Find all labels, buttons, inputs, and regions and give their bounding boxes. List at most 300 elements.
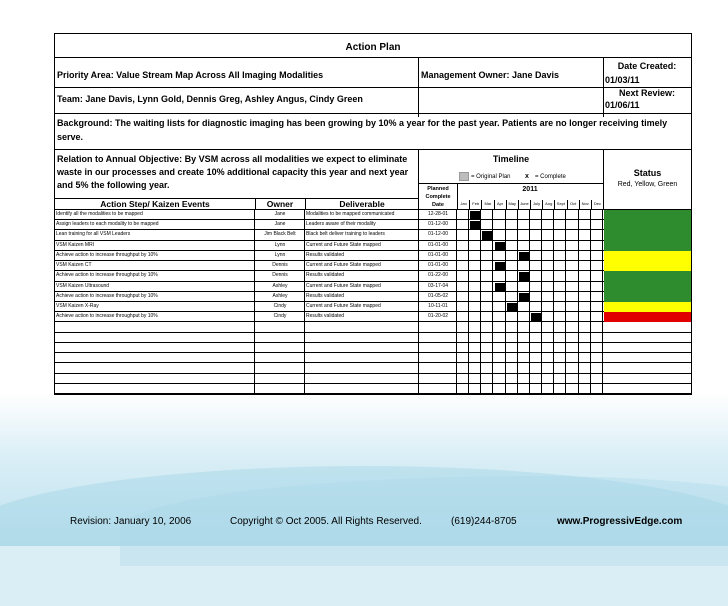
month-cell (457, 363, 469, 372)
month-cell (530, 292, 542, 301)
empty-table-row (55, 363, 691, 373)
month-cell (469, 384, 481, 393)
cell-step (55, 322, 255, 331)
cell-deliverable (305, 333, 419, 342)
month-cell (530, 322, 542, 331)
month-cell (542, 230, 554, 239)
month-cell (530, 343, 542, 352)
cell-step (55, 353, 255, 362)
month-cell (542, 374, 554, 383)
month-cell (554, 251, 566, 260)
month-cell (542, 282, 554, 291)
month-cell (469, 261, 481, 270)
month-cell (518, 261, 530, 270)
month-cell (481, 374, 493, 383)
month-cell (506, 363, 518, 372)
month-cell (494, 220, 506, 229)
month-cell (554, 302, 566, 311)
status-cell (604, 292, 691, 302)
cell-owner (255, 333, 305, 342)
cell-deliverable (305, 353, 419, 362)
month-header: Sept (554, 200, 566, 209)
table-row (55, 271, 691, 281)
timeline-mark (470, 211, 480, 220)
month-cell (457, 241, 469, 250)
month-cell (469, 271, 481, 280)
cell-planned-date: 01-20-02 (419, 312, 457, 321)
column-header-step: Action Step/ Kaizen Events (100, 199, 210, 209)
month-cell (554, 353, 566, 362)
cell-owner: Cindy (255, 302, 305, 311)
cell-step: Lean training for all VSM Leaders (55, 230, 255, 239)
table-row (55, 220, 691, 230)
table-row (55, 241, 691, 251)
month-cell (530, 302, 542, 311)
month-cell (457, 210, 469, 219)
month-cell (554, 261, 566, 270)
month-cell (542, 312, 554, 321)
cell-planned-date: 01-12-00 (419, 220, 457, 229)
timeline-mark (470, 221, 480, 230)
cell-planned-date (419, 384, 457, 393)
month-cell (579, 241, 591, 250)
month-cell (542, 333, 554, 342)
timeline-mark (495, 262, 505, 271)
month-cell (530, 251, 542, 260)
month-cell (518, 210, 530, 219)
month-cell (554, 282, 566, 291)
legend-plan-swatch (459, 172, 469, 181)
month-cell (591, 333, 603, 342)
month-header: Mar (481, 200, 493, 209)
month-cell (494, 384, 506, 393)
action-plan-sheet (54, 33, 692, 395)
month-cell (481, 384, 493, 393)
status-cell (604, 343, 691, 353)
month-cell (481, 343, 493, 352)
month-cell (542, 251, 554, 260)
month-cell (506, 322, 518, 331)
month-cell (591, 230, 603, 239)
table-row (55, 251, 691, 261)
cell-owner: Ashley (255, 292, 305, 301)
cell-owner: Jane (255, 220, 305, 229)
month-cell (542, 353, 554, 362)
month-cell (506, 271, 518, 280)
month-cell (567, 241, 579, 250)
status-cell (604, 333, 691, 343)
month-cell (494, 363, 506, 372)
table-row (55, 210, 691, 220)
month-cell (542, 210, 554, 219)
month-cell (494, 374, 506, 383)
cell-owner (255, 374, 305, 383)
month-header: Apr (494, 200, 506, 209)
cell-owner: Lynn (255, 251, 305, 260)
cell-deliverable: Results validated (305, 271, 419, 280)
month-header: July (530, 200, 542, 209)
cell-deliverable (305, 374, 419, 383)
empty-table-row (55, 333, 691, 343)
month-cell (591, 261, 603, 270)
month-header-row (457, 200, 603, 209)
timeline-legend-x: x (525, 173, 529, 180)
month-cell (554, 220, 566, 229)
month-cell (542, 220, 554, 229)
month-cell (481, 302, 493, 311)
month-cell (567, 230, 579, 239)
month-cell (457, 251, 469, 260)
month-cell (506, 353, 518, 362)
table-row (55, 230, 691, 240)
status-cell (604, 374, 691, 384)
cell-planned-date (419, 343, 457, 352)
month-cell (469, 251, 481, 260)
management-owner: Management Owner: Jane Davis (421, 70, 560, 80)
month-cell (591, 292, 603, 301)
month-cell (591, 322, 603, 331)
footer-phone: (619)244-8705 (451, 516, 517, 527)
month-cell (591, 312, 603, 321)
month-header: Dec (591, 200, 603, 209)
cell-step (55, 333, 255, 342)
month-cell (494, 333, 506, 342)
month-cell (506, 220, 518, 229)
month-cell (494, 302, 506, 311)
month-cell (579, 374, 591, 383)
status-cell (604, 302, 691, 312)
cell-step: Achieve action to increase throughput by 10% (55, 251, 255, 260)
month-cell (506, 333, 518, 342)
month-cell (542, 302, 554, 311)
next-review-label: Next Review: (618, 88, 676, 98)
month-cell (579, 302, 591, 311)
team-list: Team: Jane Davis, Lynn Gold, Dennis Greg, Ashley Angus, Cindy Green (57, 94, 363, 104)
timeline-mark (495, 242, 505, 251)
month-cell (579, 343, 591, 352)
month-cell (457, 312, 469, 321)
cell-step: Achieve action to increase throughput by 10% (55, 312, 255, 321)
cell-planned-date: 03-17-04 (419, 282, 457, 291)
footer-copyright: Copyright © Oct 2005. All Rights Reserved. (230, 516, 422, 527)
cell-planned-date: 01-01-00 (419, 241, 457, 250)
month-cell (457, 261, 469, 270)
status-cell (604, 322, 691, 332)
cell-owner (255, 363, 305, 372)
month-cell (554, 363, 566, 372)
month-cell (518, 241, 530, 250)
timeline-mark (531, 313, 541, 322)
month-cell (567, 374, 579, 383)
month-cell (518, 312, 530, 321)
month-cell (567, 322, 579, 331)
month-cell (469, 353, 481, 362)
month-cell (457, 374, 469, 383)
cell-deliverable: Results validated (305, 292, 419, 301)
status-cell (604, 220, 691, 230)
status-cell (604, 282, 691, 292)
month-cell (518, 220, 530, 229)
month-cell (567, 333, 579, 342)
month-cell (591, 241, 603, 250)
cell-deliverable: Modalities to be mapped communicated (305, 210, 419, 219)
month-cell (481, 210, 493, 219)
month-cell (554, 343, 566, 352)
month-cell (554, 241, 566, 250)
timeline-mark (507, 303, 517, 312)
cell-planned-date (419, 322, 457, 331)
month-cell (567, 261, 579, 270)
month-cell (542, 241, 554, 250)
status-cell (604, 251, 691, 261)
month-cell (591, 220, 603, 229)
month-header: June (518, 200, 530, 209)
month-cell (579, 353, 591, 362)
month-cell (494, 292, 506, 301)
cell-planned-date: 01-12-00 (419, 230, 457, 239)
month-cell (457, 282, 469, 291)
month-cell (530, 384, 542, 393)
month-cell (457, 230, 469, 239)
status-subheader: Red, Yellow, Green (617, 181, 678, 188)
month-cell (518, 343, 530, 352)
priority-area: Priority Area: Value Stream Map Across All Imaging Modalities (57, 70, 324, 80)
month-cell (591, 343, 603, 352)
action-table (55, 210, 691, 394)
month-cell (591, 374, 603, 383)
cell-step: VSM Kaizen MRI (55, 241, 255, 250)
month-cell (481, 333, 493, 342)
month-cell (481, 292, 493, 301)
date-created-value: 01/03/11 (605, 75, 640, 85)
month-cell (457, 302, 469, 311)
month-cell (542, 384, 554, 393)
month-cell (579, 363, 591, 372)
cell-owner: Dennis (255, 271, 305, 280)
month-cell (494, 210, 506, 219)
status-cell (604, 312, 691, 322)
month-cell (554, 384, 566, 393)
month-cell (579, 322, 591, 331)
month-cell (506, 230, 518, 239)
month-cell (579, 292, 591, 301)
month-cell (457, 292, 469, 301)
month-cell (469, 363, 481, 372)
month-cell (469, 302, 481, 311)
month-cell (494, 251, 506, 260)
month-cell (457, 220, 469, 229)
column-header-deliverable: Deliverable (339, 199, 385, 209)
cell-owner: Lynn (255, 241, 305, 250)
cell-owner: Cindy (255, 312, 305, 321)
month-cell (579, 230, 591, 239)
date-created-label: Date Created: (617, 61, 677, 71)
cell-owner (255, 322, 305, 331)
empty-table-row (55, 384, 691, 394)
month-header: Nov (579, 200, 591, 209)
month-cell (494, 343, 506, 352)
month-cell (481, 271, 493, 280)
month-cell (591, 271, 603, 280)
timeline-legend-complete: = Complete (535, 174, 566, 180)
month-cell (518, 353, 530, 362)
annual-objective: Relation to Annual Objective: By VSM across all modalities we expect to eliminate waste in our processes and create 10% additional capacity this year and next year and 5% the following year. (57, 154, 409, 190)
month-cell (518, 374, 530, 383)
month-cell (506, 292, 518, 301)
month-header: Jan (457, 200, 469, 209)
month-cell (554, 230, 566, 239)
month-cell (530, 241, 542, 250)
month-cell (530, 271, 542, 280)
timeline-mark (519, 293, 529, 302)
month-cell (469, 292, 481, 301)
month-cell (579, 210, 591, 219)
status-cell (604, 384, 691, 394)
month-cell (530, 333, 542, 342)
month-cell (554, 312, 566, 321)
month-cell (481, 353, 493, 362)
cell-planned-date (419, 374, 457, 383)
month-cell (457, 322, 469, 331)
month-cell (518, 363, 530, 372)
month-cell (457, 384, 469, 393)
month-cell (591, 282, 603, 291)
month-cell (591, 353, 603, 362)
status-cell (604, 241, 691, 251)
cell-deliverable: Black belt deliver training to leaders (305, 230, 419, 239)
cell-step: Assign leaders to each modality to be mapped (55, 220, 255, 229)
month-cell (506, 241, 518, 250)
planned-complete-header: Planned Complete Date (425, 186, 451, 208)
timeline-label: Timeline (492, 154, 530, 164)
cell-owner (255, 384, 305, 393)
empty-table-row (55, 374, 691, 384)
status-cell (604, 353, 691, 363)
month-cell (469, 230, 481, 239)
cell-step: VSM Kaizen CT (55, 261, 255, 270)
month-cell (481, 251, 493, 260)
cell-step: Achieve action to increase throughput by 10% (55, 271, 255, 280)
cell-owner (255, 353, 305, 362)
footer-website: www.ProgressivEdge.com (557, 516, 683, 527)
cell-step: VSM Kaizen Ultrasound (55, 282, 255, 291)
month-cell (554, 322, 566, 331)
month-cell (567, 302, 579, 311)
month-cell (481, 282, 493, 291)
page-title: Action Plan (345, 42, 401, 53)
month-cell (542, 292, 554, 301)
month-cell (530, 363, 542, 372)
month-cell (469, 333, 481, 342)
cell-deliverable: Current and Future State mapped (305, 241, 419, 250)
month-header: May (506, 200, 518, 209)
month-cell (469, 282, 481, 291)
month-cell (567, 220, 579, 229)
month-cell (567, 292, 579, 301)
status-header: Status (633, 168, 662, 178)
timeline-mark (495, 283, 505, 292)
month-cell (494, 230, 506, 239)
cell-deliverable: Results validated (305, 312, 419, 321)
month-cell (469, 374, 481, 383)
month-cell (591, 384, 603, 393)
month-cell (481, 322, 493, 331)
month-cell (494, 322, 506, 331)
cell-step (55, 343, 255, 352)
cell-planned-date: 12-28-01 (419, 210, 457, 219)
cell-planned-date: 01-01-00 (419, 261, 457, 270)
background-statement: Background: The waiting lists for diagnostic imaging has been growing by 10% a year for the past year. Patients are no longer receiving timely serve. (57, 118, 668, 142)
cell-owner: Jane (255, 210, 305, 219)
month-cell (591, 363, 603, 372)
cell-deliverable (305, 322, 419, 331)
status-cell (604, 271, 691, 281)
month-cell (506, 312, 518, 321)
month-cell (530, 282, 542, 291)
month-cell (567, 271, 579, 280)
month-cell (506, 261, 518, 270)
month-cell (469, 241, 481, 250)
month-cell (457, 353, 469, 362)
month-header: Aug (542, 200, 554, 209)
cell-planned-date (419, 363, 457, 372)
month-cell (554, 292, 566, 301)
month-cell (469, 312, 481, 321)
month-cell (542, 261, 554, 270)
column-header-owner: Owner (266, 199, 294, 209)
month-cell (518, 230, 530, 239)
cell-owner: Jim Black Belt (255, 230, 305, 239)
status-cell (604, 230, 691, 240)
month-cell (518, 282, 530, 291)
cell-deliverable (305, 384, 419, 393)
timeline-legend-plan: = Original Plan (471, 174, 511, 180)
month-cell (481, 261, 493, 270)
month-cell (518, 384, 530, 393)
status-cell (604, 261, 691, 271)
month-cell (579, 282, 591, 291)
cell-deliverable: Current and Future State mapped (305, 261, 419, 270)
cell-deliverable: Current and Future State mapped (305, 282, 419, 291)
month-cell (567, 251, 579, 260)
empty-table-row (55, 353, 691, 363)
month-cell (518, 333, 530, 342)
month-cell (579, 384, 591, 393)
month-header: Feb (469, 200, 481, 209)
empty-table-row (55, 343, 691, 353)
month-cell (554, 333, 566, 342)
table-row (55, 292, 691, 302)
status-cell (604, 210, 691, 220)
timeline-mark (519, 252, 529, 261)
status-cell (604, 363, 691, 373)
timeline-year: 2011 (522, 186, 538, 193)
month-cell (554, 374, 566, 383)
month-cell (567, 282, 579, 291)
month-cell (457, 333, 469, 342)
month-cell (567, 353, 579, 362)
month-cell (567, 363, 579, 372)
cell-deliverable (305, 343, 419, 352)
month-cell (481, 241, 493, 250)
cell-step: Achieve action to increase throughput by 10% (55, 292, 255, 301)
month-cell (530, 220, 542, 229)
month-cell (554, 210, 566, 219)
cell-step (55, 363, 255, 372)
month-cell (579, 251, 591, 260)
month-cell (481, 363, 493, 372)
month-cell (567, 210, 579, 219)
